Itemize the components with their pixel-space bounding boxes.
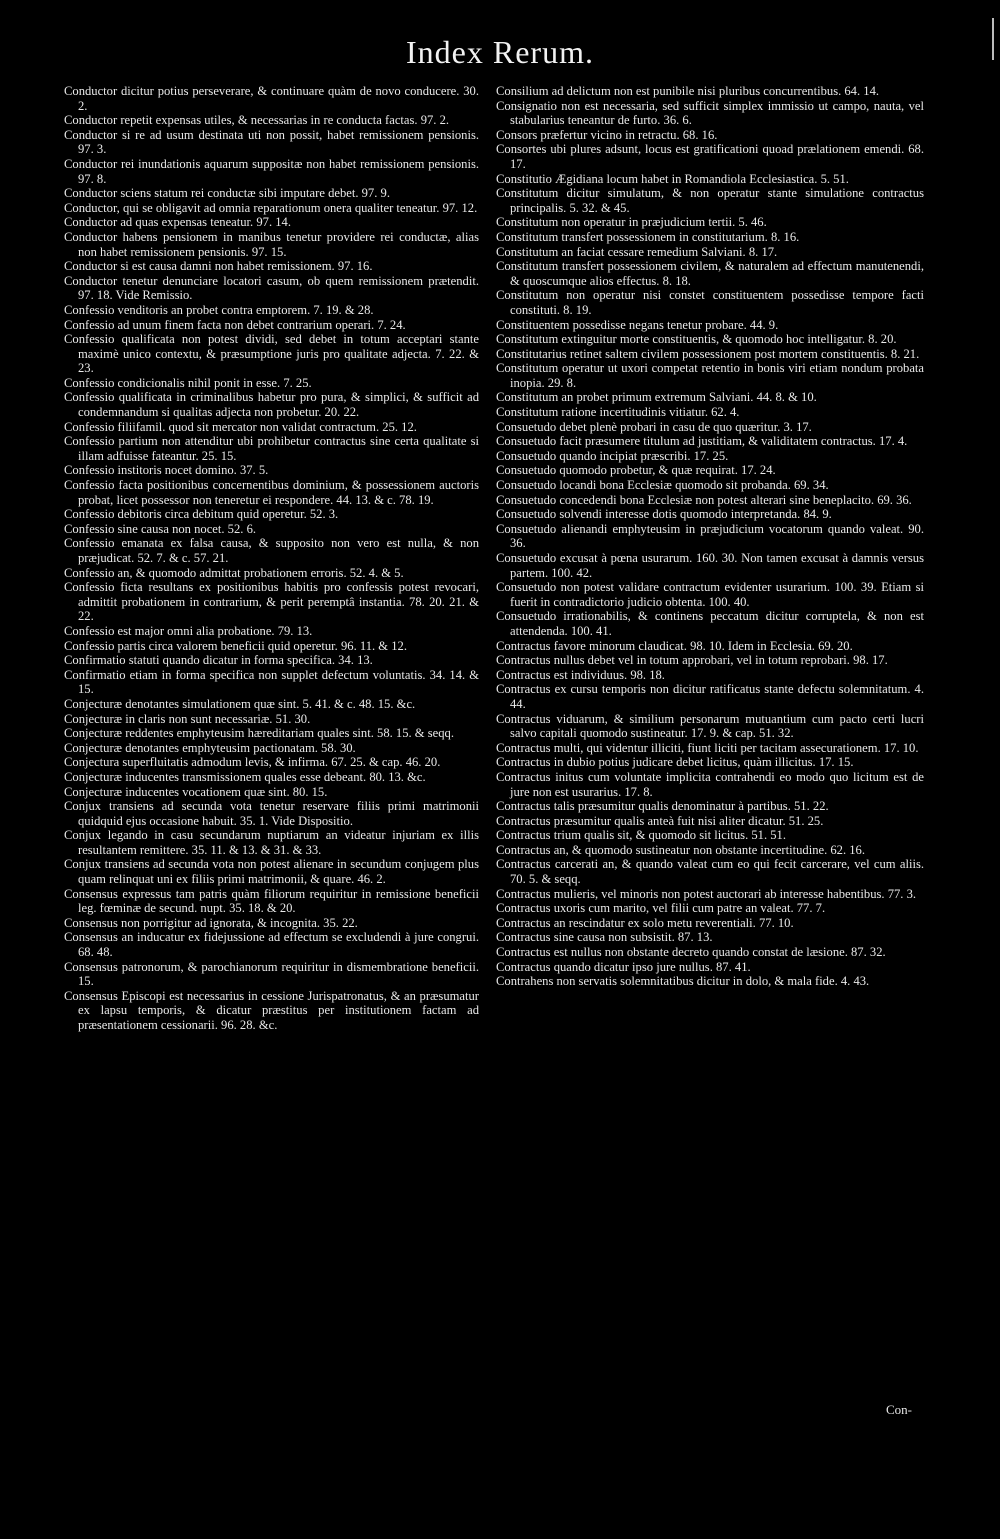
index-entry: Conjux legando in casu secundarum nuptiarum an videatur injuriam ex illis resultantem remittere. 35. 11. & 13. & 31. & 33. xyxy=(64,828,479,857)
page-title: Index Rerum. xyxy=(406,34,594,70)
index-entry: Contractus mulieris, vel minoris non potest auctorari ab interesse habentibus. 77. 3. xyxy=(496,886,917,901)
index-entry: Conductor ad quas expensas teneatur. 97. 14. xyxy=(64,215,291,230)
index-entry: Consuetudo solvendi interesse dotis quomodo interpretanda. 84. 9. xyxy=(496,507,832,522)
index-entry: Conductor repetit expensas utiles, & necessarias in re conducta factas. 97. 2. xyxy=(64,113,450,128)
index-entry: Constitutum dicitur simulatum, & non operatur stante simulatione contractus principalis. 5. 32. & 45. xyxy=(496,186,924,215)
index-entry: Confessio emanata ex falsa causa, & supposito non vero est nulla, & non præjudicat. 52. 7. & c. 57. 21. xyxy=(64,536,479,565)
index-entry: Constitutum operatur ut uxori competat retentio in bonis viri etiam nondum probata inopia. 29. 8. xyxy=(496,361,924,390)
index-entry: Consensus Episcopi est necessarius in cessione Jurispatronatus, & an præsumatur ex lapsu temporis, & dicatur præstitus per institutionem factam ad præsentationem cessionarii. 96. 28. &c. xyxy=(64,988,479,1032)
index-entry: Consuetudo debet plenè probari in casu de quo quæritur. 3. 17. xyxy=(496,419,812,434)
index-entry: Contractus favore minorum claudicat. 98. 10. Idem in Ecclesia. 69. 20. xyxy=(496,638,853,653)
index-entry: Confessio institoris nocet domino. 37. 5. xyxy=(64,463,269,478)
index-entry: Consuetudo alienandi emphyteusim in præjudicium vocatorum quando valeat. 90. 36. xyxy=(496,521,924,551)
index-entry: Consuetudo irrationabilis, & continens peccatum dicitur corruptela, & non est attendenda. 100. 41. xyxy=(496,609,924,638)
index-entry: Contrahens non servatis solemnitatibus dicitur in dolo, & mala fide. 4. 43. xyxy=(496,974,870,989)
index-entry: Confessio ficta resultans ex positionibus habitis pro confessis potest revocari, admittit probationem in contrarium, & perit peremptâ instantia. 78. 20. 21. & 22. xyxy=(64,580,479,624)
index-entry: Consuetudo quomodo probetur, & quæ requirat. 17. 24. xyxy=(496,463,776,478)
catchword: Con- xyxy=(886,1402,912,1417)
index-entry: Confessio qualificata in criminalibus habetur pro pura, & simplici, & sufficit ad condemnandum si qualitas adjecta non probetur. 20. 22. xyxy=(64,390,479,420)
index-entry: Constitutum an faciat cessare remedium Salviani. 8. 17. xyxy=(496,244,778,259)
index-entry: Constitutum an probet primum extremum Salviani. 44. 8. & 10. xyxy=(496,390,817,405)
index-column-left xyxy=(64,84,479,1033)
index-entry: Confessio filiifamil. quod sit mercator non validat contractum. 25. 12. xyxy=(64,419,417,434)
index-entry: Conductor dicitur potius perseverare, & continuare quàm de novo conducere. 30. 2. xyxy=(64,84,479,113)
index-entry: Contractus præsumitur qualis anteà fuit nisi aliter dicatur. 51. 25. xyxy=(496,813,824,828)
index-entry: Confessio facta positionibus concernentibus dominium, & possessionem auctoris probat, licet possessor non teneretur ei respondere. 44. 13. & c. 78. 19. xyxy=(64,478,479,507)
index-entry: Confessio venditoris an probet contra emptorem. 7. 19. & 28. xyxy=(64,302,374,317)
index-entry: Conductor si est causa damni non habet remissionem. 97. 16. xyxy=(64,259,373,274)
index-entry: Confessio qualificata non potest dividi, sed debet in totum acceptari stante maximè unico contextu, & præsumptione juris pro qualitate adjecta. 7. 22. & 23. xyxy=(64,332,479,376)
index-entry: Contractus ex cursu temporis non dicitur ratificatus stante defectu solemnitatum. 4. 44. xyxy=(496,682,924,711)
index-entry: Consensus an inducatur ex fidejussione ad effectum se excludendi à jure congrui. 68. 48. xyxy=(64,930,479,960)
index-entry: Confessio ad unum finem facta non debet contrarium operari. 7. 24. xyxy=(64,317,406,332)
index-entry: Consensus non porrigitur ad ignorata, & incognita. 35. 22. xyxy=(64,915,358,930)
index-entry: Confirmatio statuti quando dicatur in forma specifica. 34. 13. xyxy=(64,653,373,668)
index-entry: Contractus est individuus. 98. 18. xyxy=(496,667,665,682)
index-entry: Contractus initus cum voluntate implicita contrahendi eo modo quo licitum est de jure non est usurarius. 17. 8. xyxy=(496,769,924,799)
index-entry: Consuetudo concedendi bona Ecclesiæ non potest alterari sine beneplacito. 69. 36. xyxy=(496,492,912,507)
index-entry: Confessio est major omni alia probatione. 79. 13. xyxy=(64,623,313,638)
index-entry: Consignatio non est necessaria, sed sufficit simplex immissio ut campo, nauta, vel stabularius teneantur de furto. 36. 6. xyxy=(496,98,924,128)
index-entry: Conjecturæ inducentes transmissionem quales esse debeant. 80. 13. &c. xyxy=(64,769,426,784)
index-entry: Contractus an rescindatur ex solo metu reverentiali. 77. 10. xyxy=(496,915,794,930)
index-entry: Contractus est nullus non obstante decreto quando constat de læsione. 87. 32. xyxy=(496,945,886,960)
index-entry: Conjecturæ reddentes emphyteusim hæreditariam quales sint. 58. 15. & seqq. xyxy=(64,726,454,741)
index-entry: Confessio condicionalis nihil ponit in esse. 7. 25. xyxy=(64,375,312,390)
index-entry: Confessio debitoris circa debitum quid operetur. 52. 3. xyxy=(64,507,339,522)
index-entry: Confessio partis circa valorem beneficii quid operetur. 96. 11. & 12. xyxy=(64,638,407,653)
index-entry: Conjecturæ denotantes simulationem quæ sint. 5. 41. & c. 48. 15. &c. xyxy=(64,696,416,711)
index-column-right xyxy=(496,84,924,989)
index-entry: Conductor si re ad usum destinata uti non possit, habet remissionem pensionis. 97. 3. xyxy=(64,127,479,157)
index-entry: Contractus trium qualis sit, & quomodo sit licitus. 51. 51. xyxy=(496,828,787,843)
index-entry: Conductor tenetur denunciare locatori casum, ob quem remissionem prætendit. 97. 18. Vide Remissio. xyxy=(64,273,479,303)
index-entry: Contractus nullus debet vel in totum approbari, vel in totum reprobari. 98. 17. xyxy=(496,653,888,668)
index-entry: Confirmatio etiam in forma specifica non supplet defectum voluntatis. 34. 14. & 15. xyxy=(64,667,479,697)
index-entry: Constitutum extinguitur morte constituentis, & quomodo hoc intelligatur. 8. 20. xyxy=(496,332,897,347)
index-entry: Consuetudo facit præsumere titulum ad justitiam, & validitatem contractus. 17. 4. xyxy=(496,434,908,449)
index-entry: Conductor habens pensionem in manibus tenetur providere rei conductæ, alias non habet remissionem pensionis. 97. 15. xyxy=(64,229,479,259)
index-entry: Constitutum non operatur nisi constet constituentem possedisse tempore facti constituti. 8. 19. xyxy=(496,288,924,317)
index-entry: Constituentem possedisse negans tenetur probare. 44. 9. xyxy=(496,317,779,332)
index-entry: Contractus multi, qui videntur illiciti, fiunt liciti per tacitam assecurationem. 17. 10. xyxy=(496,740,919,755)
index-entry: Conductor, qui se obligavit ad omnia reparationum onera qualiter teneatur. 97. 12. xyxy=(64,200,478,215)
index-entry: Constitutarius retinet saltem civilem possessionem post mortem constituentis. 8. 21. xyxy=(496,346,920,361)
index-entry: Consuetudo excusat à pœna usurarum. 160. 30. Non tamen excusat à damnis versus partem. 100. 42. xyxy=(496,551,924,580)
index-entry: Consensus patronorum, & parochianorum requiritur in dismembratione beneficii. 15. xyxy=(64,959,479,989)
index-entry: Contractus talis præsumitur qualis denominatur à partibus. 51. 22. xyxy=(496,799,829,814)
index-entry: Consensus expressus tam patris quàm filiorum requiritur in remissione beneficii leg. fœminæ de secund. nupt. 35. 18. & 20. xyxy=(64,886,479,916)
index-entry: Contractus in dubio potius judicare debet licitus, quàm illicitus. 17. 15. xyxy=(496,755,854,770)
index-entry: Constitutum ratione incertitudinis vitiatur. 62. 4. xyxy=(496,405,740,420)
index-entry: Contractus viduarum, & similium personarum mutuantium cum pacto certi lucri salvo capitali quomodo sustineatur. 17. 9. & cap. 51. 32. xyxy=(496,711,924,741)
index-entry: Constitutum non operatur in præjudicium tertii. 5. 46. xyxy=(496,215,767,230)
index-entry: Consuetudo locandi bona Ecclesiæ quomodo sit probanda. 69. 34. xyxy=(496,478,829,493)
index-entry: Consors præfertur vicino in retractu. 68. 16. xyxy=(496,127,718,142)
index-entry: Constitutum transfert possessionem in constitutarium. 8. 16. xyxy=(496,229,800,244)
index-entry: Conjecturæ denotantes emphyteusim pactionatam. 58. 30. xyxy=(64,740,356,755)
index-entry: Confessio an, & quomodo admittat probationem erroris. 52. 4. & 5. xyxy=(64,565,404,580)
index-entry: Constitutum transfert possessionem civilem, & naturalem ad effectum manutenendi, & quoscumque alios effectus. 8. 18. xyxy=(496,259,924,288)
index-entry: Conjecturæ inducentes vocationem quæ sint. 80. 15. xyxy=(64,784,328,799)
index-entry: Conjux transiens ad secunda vota tenetur reservare filiis primi matrimonii quidquid ejus occasione habuit. 35. 1. Vide Dispositio. xyxy=(64,799,479,828)
index-entry: Confessio sine causa non nocet. 52. 6. xyxy=(64,521,257,536)
index-entry: Contractus quando dicatur ipso jure nullus. 87. 41. xyxy=(496,959,751,974)
index-entry: Conjecturæ in claris non sunt necessariæ. 51. 30. xyxy=(64,711,311,726)
index-entry: Consilium ad delictum non est punibile nisi pluribus concurrentibus. 64. 14. xyxy=(496,84,880,98)
index-entry: Contractus uxoris cum marito, vel filii cum patre an valeat. 77. 7. xyxy=(496,901,826,916)
index-entry: Conjectura superfluitatis admodum levis, & infirma. 67. 25. & cap. 46. 20. xyxy=(64,755,441,770)
index-entry: Constitutio Ægidiana locum habet in Romandiola Ecclesiastica. 5. 51. xyxy=(496,171,849,186)
index-entry: Conductor sciens statum rei conductæ sibi imputare debet. 97. 9. xyxy=(64,186,390,201)
index-entry: Consuetudo non potest validare contractum evidenter usurarium. 100. 39. Etiam si fuerit in contradictorio judicio obtenta. 100. 40. xyxy=(496,580,924,609)
index-entry: Consortes ubi plures adsunt, locus est gratificationi quoad prælationem emendi. 68. 17. xyxy=(496,142,924,171)
index-entry: Confessio partium non attenditur ubi prohibetur contractus sine certa qualitate si illam adfuisse fateantur. 25. 15. xyxy=(64,434,479,463)
index-entry: Contractus sine causa non subsistit. 87. 13. xyxy=(496,930,713,945)
index-entry: Contractus carcerati an, & quando valeat cum eo qui fecit carcerare, vel cum aliis. 70. 5. & seqq. xyxy=(496,857,924,887)
index-entry: Conductor rei inundationis aquarum suppositæ non habet remissionem pensionis. 97. 8. xyxy=(64,156,479,186)
index-entry: Consuetudo quando incipiat præscribi. 17. 25. xyxy=(496,448,729,463)
index-entry: Contractus an, & quomodo sustineatur non obstante incertitudine. 62. 16. xyxy=(496,842,866,857)
index-entry: Conjux transiens ad secunda vota non potest alienare in secundum conjugem plus quam relinquat uni ex filiis primi matrimonii, & quare. 46. 2. xyxy=(64,857,479,887)
